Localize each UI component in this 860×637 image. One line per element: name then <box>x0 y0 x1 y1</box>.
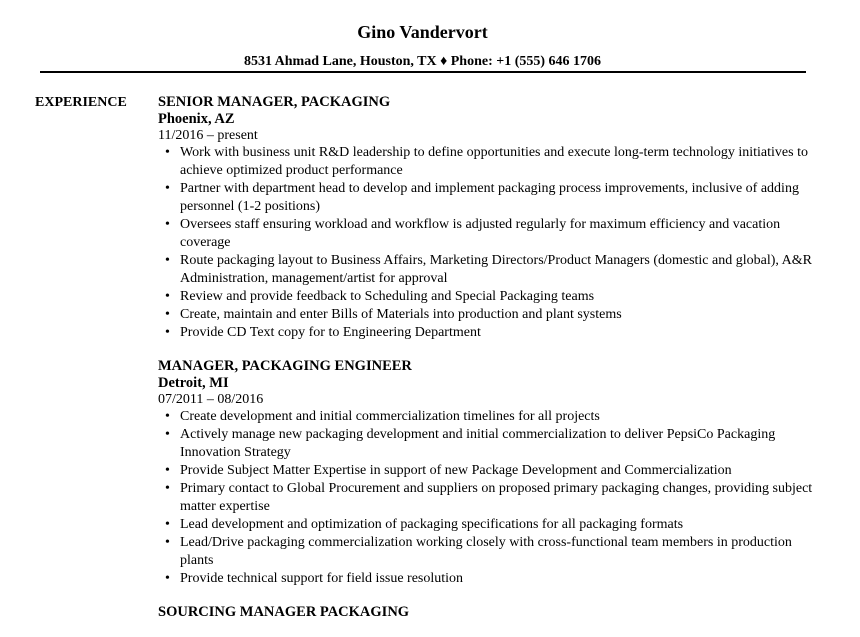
experience-list <box>158 94 818 637</box>
job-duties <box>158 408 818 588</box>
candidate-name: Gino Vandervort <box>357 22 488 42</box>
contact-line: 8531 Ahmad Lane, Houston, TX ♦ Phone: +1 (555) 646 1706 <box>243 54 602 69</box>
duty-item: • Provide CD Text copy for to Engineering Department <box>180 324 818 342</box>
job-entry <box>158 358 818 588</box>
duty-item: • Lead development and optimization of packaging specifications for all packaging formats <box>180 516 818 534</box>
duty-item: • Create development and initial commercialization timelines for all projects <box>180 408 818 426</box>
duty-item: • Work with business unit R&D leadership to define opportunities and execute long-term technology initiatives to achieve optimized product performance <box>180 144 818 180</box>
job-duties <box>158 144 818 342</box>
duty-item: • Review and provide feedback to Scheduling and Special Packaging teams <box>180 288 818 306</box>
job-dates: 07/2011 – 08/2016 <box>158 392 264 407</box>
duty-item: • Partner with department head to develop and implement packaging process improvements, inclusive of adding personnel (1-2 positions) <box>180 180 818 216</box>
duty-item: • Primary contact to Global Procurement and suppliers on proposed primary packaging changes, providing subject matter expertise <box>180 480 818 516</box>
job-location: Detroit, MI <box>158 375 229 391</box>
header-divider <box>40 71 806 73</box>
job-dates: 11/2016 – present <box>158 128 258 143</box>
duty-item: • Provide Subject Matter Expertise in support of new Package Development and Commercialization <box>180 462 818 480</box>
job-location: Phoenix, AZ <box>158 111 235 127</box>
job-title: MANAGER, PACKAGING ENGINEER <box>158 358 412 374</box>
job-title: SOURCING MANAGER PACKAGING <box>158 604 410 620</box>
duty-item: • Oversees staff ensuring workload and workflow is adjusted regularly for maximum efficiency and vacation coverage <box>180 216 818 252</box>
duty-item: • Provide technical support for field issue resolution <box>180 570 818 588</box>
duty-item: • Create, maintain and enter Bills of Materials into production and plant systems <box>180 306 818 324</box>
section-label-experience: EXPERIENCE <box>35 95 127 110</box>
job-entry <box>158 604 818 621</box>
job-title: SENIOR MANAGER, PACKAGING <box>158 94 391 110</box>
duty-item: • Route packaging layout to Business Affairs, Marketing Directors/Product Managers (domestic and global), A&R Administration, management/artist for approval <box>180 252 818 288</box>
duty-item: • Actively manage new packaging development and initial commercialization to deliver PepsiCo Packaging Innovation Strategy <box>180 426 818 462</box>
job-entry <box>158 94 818 342</box>
duty-item: • Lead/Drive packaging commercialization working closely with cross-functional team members in production plants <box>180 534 818 570</box>
